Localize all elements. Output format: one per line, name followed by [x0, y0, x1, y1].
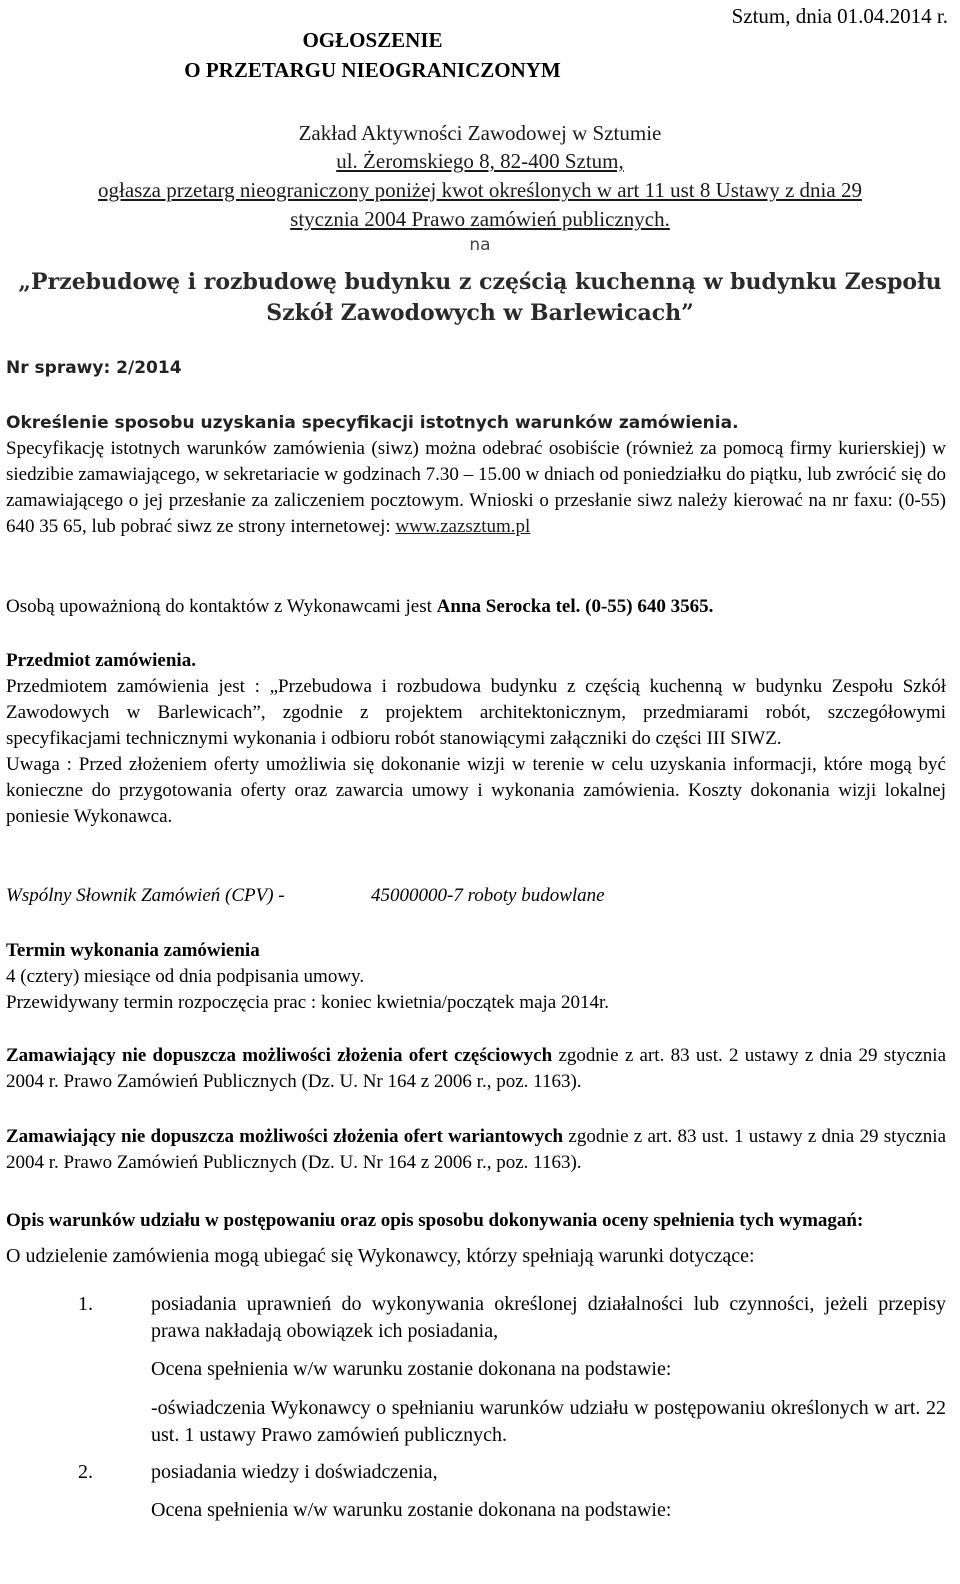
contact-name: Anna Serocka [436, 596, 551, 617]
list-item-assessment: Ocena spełnienia w/w warunku zostanie dokonana na podstawie: [151, 1499, 672, 1521]
list-item-detail: -oświadczenia Wykonawcy o spełnianiu warunków udziału w postępowaniu określonych w art. 22 ust. 1 ustawy Prawo zamówień publicznych. [151, 1397, 946, 1446]
variant-offers-bold: Zamawiający nie dopuszcza możliwości złożenia ofert wariantowych [6, 1126, 564, 1147]
variant-offers-section [6, 1124, 946, 1176]
announcement-subtitle: O PRZETARGU NIEOGRANICZONYM [184, 58, 561, 82]
site-visit-note: Uwaga : Przed złożeniem oferty umożliwia się dokonanie wizji w terenie w celu uzyskania informacji, które mogą być konieczne do przygotowania oferty oraz zawarcia umowy i wykonania zamówienia. Koszty dokonania wizji lokalnej poniesie Wykonawca. [6, 754, 946, 827]
website-link[interactable]: www.zazsztum.pl [395, 516, 531, 537]
conditions-list [6, 1291, 946, 1524]
case-number: Nr sprawy: 2/2014 [6, 358, 182, 378]
contact-phone: tel. (0-55) 640 3565. [550, 596, 714, 617]
contact-section [6, 594, 946, 620]
list-item [6, 1459, 946, 1524]
list-item-text: posiadania uprawnień do wykonywania określonej działalności lub czynności, jeżeli przepisy prawa nakładają obowiązek ich posiadania, [151, 1293, 946, 1342]
variant-offers-text: zgodnie z art. 83 ust. 1 ustawy z dnia 29 stycznia 2004 r. Prawo Zamówień Publicznych (Dz. U. Nr 164 z 2006 r., poz. 1163). [6, 1126, 947, 1173]
contact-prefix: Osobą upoważnioną do kontaktów z Wykonawcami jest [6, 596, 437, 617]
conditions-intro: O udzielenie zamówienia mogą ubiegać się Wykonawcy, którzy spełniają warunki dotyczące: [6, 1245, 755, 1267]
partial-offers-bold: Zamawiający nie dopuszcza możliwości złożenia ofert częściowych [6, 1045, 553, 1066]
subject-section [6, 648, 946, 830]
subject-title-line1: „Przebudowę i rozbudowę budynku z częścią kuchenną w budynku Zespołu [18, 269, 942, 295]
deadline-duration: 4 (cztery) miesiące od dnia podpisania umowy. [6, 966, 365, 987]
organization-address: ul. Żeromskiego 8, 82-400 Sztum, [336, 149, 624, 173]
cpv-section [6, 883, 946, 909]
deadline-section [6, 938, 946, 1016]
subject-heading: Przedmiot zamówienia. [6, 650, 196, 671]
subject-text: Przedmiotem zamówienia jest : „Przebudowa i rozbudowa budynku z częścią kuchenną w budynku Zespołu Szkół Zawodowych w Barlewicach”, zgodnie z projektem architektonicznym, przedmiarami robót, szczegółowymi specyfikacjami technicznymi wykonania i odbioru robót stanowiącymi załączniki do części III SIWZ. [6, 676, 946, 749]
deadline-start: Przewidywany termin rozpoczęcia prac : koniec kwietnia/początek maja 2014r. [6, 992, 609, 1013]
subject-title-line2: Szkół Zawodowych w Barlewicach” [266, 300, 694, 326]
list-item-number: 2. [78, 1461, 93, 1483]
list-item-assessment: Ocena spełnienia w/w warunku zostanie dokonana na podstawie: [151, 1358, 672, 1380]
specification-body: Specyfikację istotnych warunków zamówienia (siwz) można odebrać osobiście (również za pomocą firmy kurierskiej) w siedzibie zamawiającego, w sekretariacie w godzinach 7.30 – 15.00 w dniach od poniedziałku do piątku, lub zwrócić się do zamawiającego o jej przesłanie za zaliczeniem pocztowym. Wnioski o przesłanie siwz należy kierować na nr faxu: (0-55) 640 35 65, lub pobrać siwz ze strony internetowej: [6, 438, 946, 537]
cpv-label: Wspólny Słownik Zamówień (CPV) - [6, 885, 285, 906]
tender-statement-continued: stycznia 2004 Prawo zamówień publicznych. [290, 207, 670, 231]
deadline-heading: Termin wykonania zamówienia [6, 940, 260, 961]
list-item [6, 1291, 946, 1449]
conditions-section [6, 1208, 946, 1270]
organization-name: Zakład Aktywności Zawodowej w Sztumie [298, 121, 662, 145]
specification-section [6, 410, 946, 540]
tender-statement: ogłasza przetarg nieograniczony poniżej kwot określonych w art 11 ust 8 Ustawy z dnia 29 [98, 178, 862, 202]
specification-text [6, 436, 946, 540]
conditions-heading: Opis warunków udziału w postępowaniu oraz opis sposobu dokonywania oceny spełnienia tych wymagań: [6, 1210, 864, 1231]
cpv-value: 45000000-7 roboty budowlane [371, 885, 605, 906]
list-item-text: posiadania wiedzy i doświadczenia, [151, 1461, 438, 1483]
document-date: Sztum, dnia 01.04.2014 r. [731, 4, 948, 28]
partial-offers-text: zgodnie z art. 83 ust. 2 ustawy z dnia 29 stycznia 2004 r. Prawo Zamówień Publicznych (Dz. U. Nr 164 z 2006 r., poz. 1163). [6, 1045, 947, 1092]
announcement-title: OGŁOSZENIE [302, 28, 443, 52]
list-item-number: 1. [78, 1293, 93, 1315]
partial-offers-section [6, 1043, 946, 1095]
specification-heading: Określenie sposobu uzyskania specyfikacji istotnych warunków zamówienia. [6, 413, 739, 433]
preposition-na: na [469, 235, 491, 255]
